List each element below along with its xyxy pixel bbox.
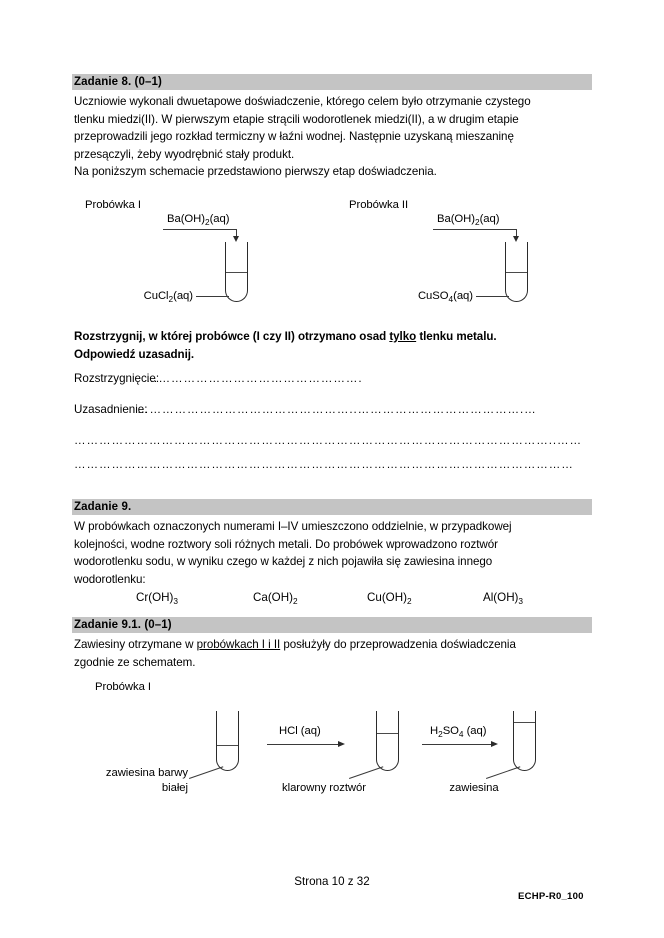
task-9-intro-line-1: W probówkach oznaczonych numerami I–IV umieszczono oddzielnie, w przypadkowej <box>74 520 512 533</box>
task-9-1-header: Zadanie 9.1. (0–1) <box>72 617 592 633</box>
reaction-arrow-2-line <box>422 744 494 745</box>
answer-uzasadnienie-label: Uzasadnienie: <box>74 403 148 416</box>
reaction-tube-1-label-line-1: zawiesina barwy <box>105 767 188 779</box>
tube-1-reagent-label: $Ba(OH)_2(aq)$ <box>167 213 230 227</box>
reaction-tube-1-vessel <box>216 711 239 771</box>
reaction-tube-1-liquid-level <box>217 745 238 746</box>
task-8-intro-line-3: przeprowadzili jego rozkład termiczny w łaźni wodnej. Następnie uzyskaną mieszaninę <box>74 130 514 143</box>
task-9-intro-line-4: wodorotlenku: <box>74 572 146 586</box>
tube-2-feed-horizontal-line <box>433 229 517 230</box>
task-9-header: Zadanie 9. <box>72 499 592 515</box>
formula-item-1: $Cr(OH)_3$ <box>136 591 178 606</box>
task-9-1-intro-line-2: zgodnie ze schematem. <box>74 655 196 669</box>
task-8-intro-line-2: tlenku miedzi(II). W pierwszym etapie strącili wodorotlenek miedzi(II), a w drugim etapie <box>74 112 519 126</box>
reaction-tube-2-liquid-level <box>377 733 398 734</box>
task-8-question-line-1: Rozstrzygnij, w której probówce (I czy II) otrzymano osad tylko tlenku metalu. <box>74 330 497 343</box>
page-number: Strona 10 z 32 <box>294 875 370 888</box>
task-9-1-tube-title: Probówka I <box>95 681 152 693</box>
tube-1-content-label: CuCl$_2$(aq) <box>143 290 193 304</box>
task-8-question-line-2: Odpowiedź uzasadnij. <box>74 347 195 361</box>
reaction-arrow-1-head-icon <box>338 741 345 747</box>
reaction-tube-2-leader-line <box>349 766 383 779</box>
tube-1-title: Probówka I <box>85 199 142 211</box>
reaction-tube-3-label: zawiesina <box>449 782 499 794</box>
task-8-intro-line-1: Uczniowie wykonali dwuetapowe doświadczenie, którego celem było otrzymanie czystego <box>74 95 531 108</box>
tube-2-content-leader-line <box>476 296 509 297</box>
tube-2-title: Probówka II <box>349 199 409 211</box>
reaction-tube-2-label: klarowny roztwór <box>282 782 366 794</box>
task-8-intro-line-5: Na poniższym schemacie przedstawiono pierwszy etap doświadczenia. <box>74 165 437 178</box>
answer-uzasadnienie-field-line-1[interactable]: ……………………………………………..………………………………….… <box>137 403 537 416</box>
tube-1-content-leader-line <box>196 296 229 297</box>
task-9-1-intro-emphasis: probówkach I i II <box>196 638 281 651</box>
tube-2-reagent-label: $Ba(OH)_2(aq)$ <box>437 213 500 227</box>
formula-item-2: $Ca(OH)_2$ <box>253 591 298 606</box>
tube-2-content-label: CuSO$_4$(aq) <box>417 290 473 304</box>
reaction-arrow-2-head-icon <box>491 741 498 747</box>
formula-item-3: $Cu(OH)_2$ <box>367 591 412 606</box>
document-code: ECHP-R0_100 <box>518 891 584 902</box>
task-8-question-emphasis: tylko <box>389 330 417 343</box>
task-9-intro-line-3: wodorotlenku sodu, w wyniku czego w każdej z nich pojawiła się zawiesina innego <box>74 555 493 568</box>
reaction-tube-3-liquid-level <box>514 722 535 723</box>
answer-uzasadnienie-field-line-2[interactable]: ……………………………………………………………………………………………………..…… <box>74 434 582 447</box>
reaction-arrow-1-line <box>267 744 341 745</box>
tube-1-feed-horizontal-line <box>163 229 237 230</box>
task-9-intro-line-2: kolejności, wodne roztwory soli różnych metali. Do probówek wprowadzono roztwór <box>74 537 498 551</box>
reaction-arrow-2-label: $H_2SO_4$ (aq) <box>430 725 487 739</box>
tube-1-liquid-level <box>226 272 247 273</box>
tube-2-liquid-level <box>506 272 527 273</box>
answer-rozstrzygniecie-field[interactable]: ……………………………………………. <box>146 372 363 385</box>
task-9-1-intro-line-1: Zawiesiny otrzymane w probówkach I i II posłużyły do przeprowadzenia doświadczenia <box>74 638 516 651</box>
reaction-tube-3-vessel <box>513 711 536 771</box>
reaction-tube-2-vessel <box>376 711 399 771</box>
answer-uzasadnienie-field-line-3[interactable]: ………………………………………………………………………………………………………… <box>74 458 574 471</box>
reaction-tube-3-leader-line <box>486 766 520 779</box>
reaction-arrow-1-label: HCl (aq) <box>279 725 321 737</box>
formula-item-4: $Al(OH)_3$ <box>483 591 524 606</box>
task-8-intro-line-4: przesączyli, żeby wyodrębnić stały produkt. <box>74 147 295 161</box>
task-8-header: Zadanie 8. (0–1) <box>72 74 592 90</box>
reaction-tube-1-leader-line <box>189 766 223 779</box>
reaction-tube-1-label-line-2: białej <box>161 782 188 794</box>
answer-rozstrzygniecie-label: Rozstrzygnięcie: <box>74 372 160 385</box>
